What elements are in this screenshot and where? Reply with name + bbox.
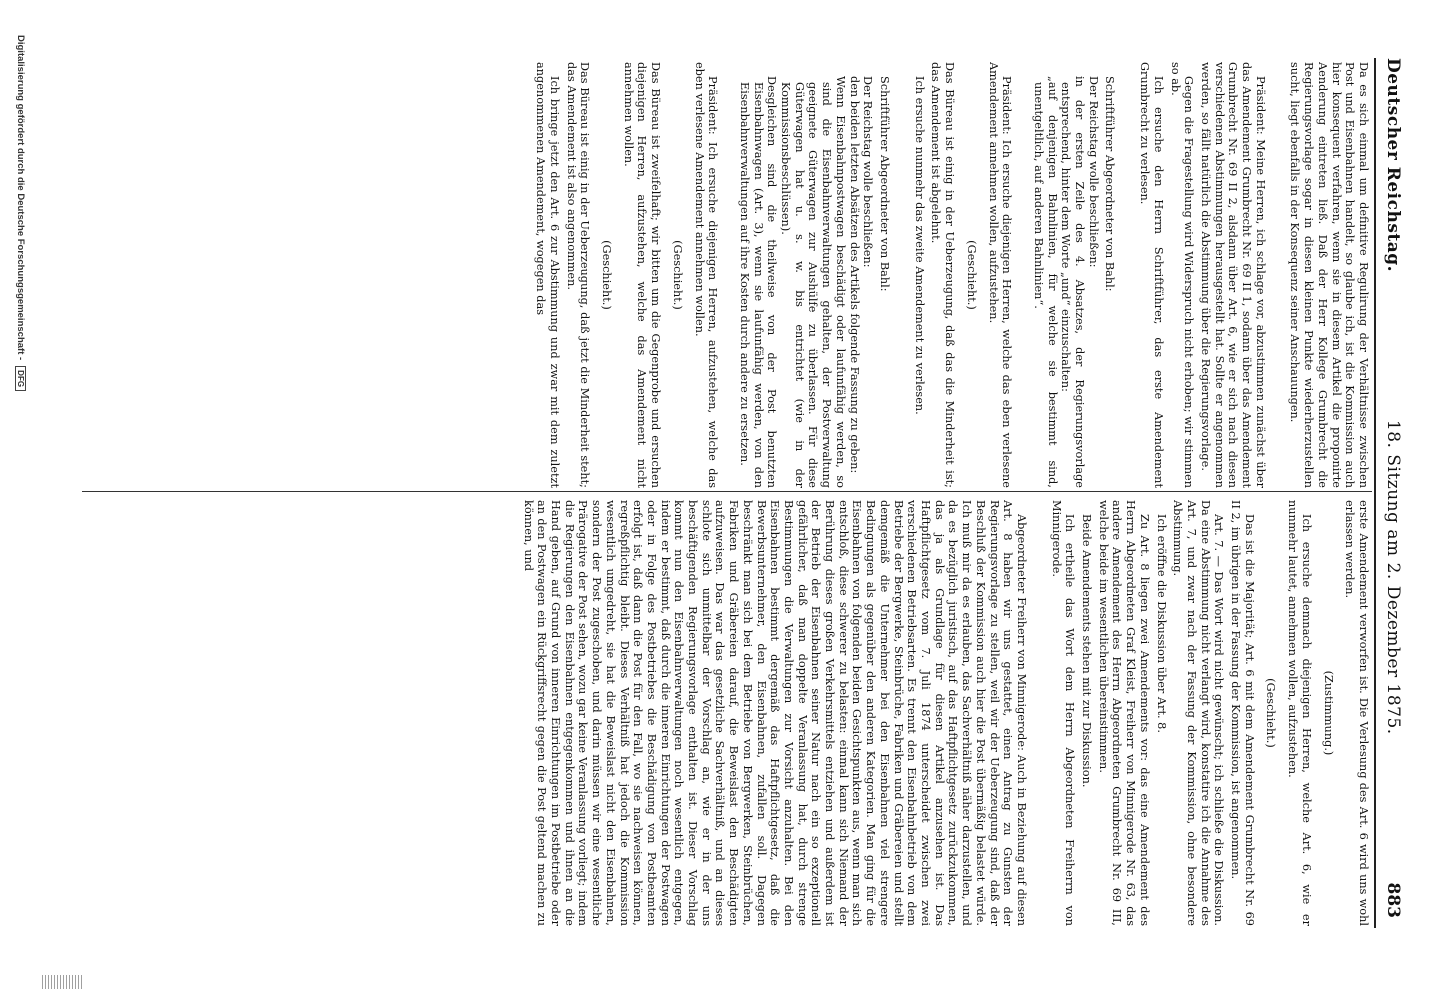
paragraph: „auf denjenigen Bahnlinien, für welche sie bestimmt sind, unentgeltlich, auf anderen Bahnlinien“. bbox=[1031, 76, 1059, 488]
paragraph: Ich eröffne die Diskussion über Art. 8. bbox=[1154, 514, 1168, 733]
paragraph: Der Reichstag wolle beschließen: bbox=[1086, 76, 1100, 268]
scan-artifact bbox=[42, 975, 82, 989]
paragraph: Das Büreau ist einig in der Ueberzeugung, daß das die Minderheit ist; das Amendement ist abgelehnt. bbox=[929, 62, 957, 488]
paragraph: Abgeordneter Freiherr von Minnigerode: Auch in Beziehung auf diesen Art. 8 haben wir uns gestattet, einen Antrag zu Gunsten der Regierungsvorlage zu stellen, weil wir der Ueberzeugung sind, daß der Beschluß der Kommission auch hier die Post übermäßig belastet würde. Ich muß mir da es erlauben, das Sachverhältniß näher darzustellen, und da es bezüglich juristisch, auf das Haftpflichtgesetz zurückzukommen, das ja als Grundlage für diesen Artikel anzusehen ist. Das Haftpflichtgesetz vom 7. Juli 1874 unterscheidet zwischen zwei verschiedenen Betriebsarten. Es trennt den Eisenbahnbetrieb von dem Betriebe der Bergwerke, Steinbrüche, Fabriken und Gräbereien und stellt demgemäß die Unternehmer bei den Eisenbahnen viel strengere Bedingungen als gegenüber den anderen Kategorien. Man ging für die Eisenbahnen von folgenden beiden Gesichtspunkten aus, wenn man sich entschloß, diese schwerer zu belasten: einmal kann sich Niemand der Berührung dieses großen Verkehrsmittels entziehen und außerdem ist der Betrieb der Eisenbahnen seiner Natur nach ein so exzeptionell gefährlicher, daß man doppelte Veranlassung hat, durch strenge Bestimmungen die Verwaltungen zur Vorsicht anzuhalten. Bei den Eisenbahnen bestimmt dergemäß das Haftpflichtgesetz, daß die Bewerbsunternehmer, den Eisenbahnen, zufallen soll. Dagegen beschränkt man sich bei dem Betriebe von Bergwerken, Steinbrüchen, Fabriken und Gräbereien darauf, die Beweislast den Beschädigten aufzuweisen. Das war das gesetzliche Sachverhältniß, und an dieses schlote sich unmittelbar der Vorschlag an, wie er in der uns beschäftigenden Regierungsvorlage enthalten ist. Dieser Vorschlag kommt nun den Eisenbahnverwaltungen noch wesentlich entgegen, indem er bestimmt, daß durch die inneren Einrichtungen der Postwagen oder in Folge des Postbetriebes die Beschädigung von Postbeamten erfolgt ist, daß dann die Post für den Fall, wo sie nachweisen können, regreßpflichtig bleibt. Dieses Verhältniß hat jedoch die Kommission wesentlich umgedreht, sie hat die Beweislast nicht den Eisenbahnen, sondern der Post zugeschoben, und darin müssen wir eine wesentliche Prärogative der Post sehen, wozu gar keine Veranlassung vorliegt; indem die Regierungen den Eisenbahnen entgegenkommen und ihnen an die Hand geben, auf Grund von inneren Einrichtungen im Postbetriebe oder an den Postwagen ein Rückgriffsrecht gegen die Post geltend machen zu können, und bbox=[521, 500, 1028, 926]
paragraph: Beide Amendements stehen mit zur Diskussion. bbox=[1080, 514, 1094, 788]
paragraph: Wenn Eisenbahnpostwagen beschädigt oder laufunfähig werden, so sind die Eisenbahnverwaltungen gehalten, der Postverwaltung geeignete Güterwagen zur Aushülfe zu überlassen. Für diese Güterwagen hat u. s. w. bis entrichtet (wie in der Kommissionsbeschlüssen). bbox=[779, 76, 847, 488]
header-session: 18. Sitzung am 2. Dezember 1875. bbox=[1383, 419, 1403, 735]
page-header bbox=[1378, 58, 1408, 918]
stage-direction: (Geschieht.) bbox=[600, 240, 614, 310]
left-column bbox=[531, 62, 1370, 488]
digitization-note bbox=[15, 35, 26, 995]
spacer bbox=[891, 62, 909, 488]
paragraph: Ich ersuche demnach diejenigen Herren, welche Art. 6, wie er nunmehr lautet, annehmen wollen, aufzustehen. bbox=[1286, 500, 1313, 926]
stage-direction: (Geschieht.) bbox=[670, 240, 684, 310]
paragraph: Schriftführer Abgeordneter von Bahl: bbox=[878, 76, 892, 292]
paragraph: Ich ersuche den Herrn Schriftführer, das erste Amendement Grumbrecht zu verlesen. bbox=[1138, 62, 1165, 488]
stage-direction: (Geschieht.) bbox=[964, 240, 978, 310]
paragraph: Gegen die Fragestellung wird Widerspruch nicht erhoben; wir stimmen so ab. bbox=[1168, 62, 1196, 488]
stage-direction: (Geschieht.) bbox=[1264, 678, 1278, 748]
digitization-text: Digitalisierung gefördert durch die Deutsche Forschungsgemeinschaft - bbox=[15, 35, 26, 361]
paragraph: Ich ertheile das Wort dem Herrn Abgeordneten Freiherrn von Minnigerode. bbox=[1049, 500, 1077, 926]
paragraph: Ich bringe jetzt den Art. 6 zur Abstimmung und zwar mit dem zuletzt angenommenen Amendement, wogegen das bbox=[534, 62, 561, 488]
dfg-logo: DFG bbox=[15, 366, 26, 391]
paragraph: Präsident: Ich ersuche diejenigen Herren, welche das eben verlesene Amendement annehmen wollen, aufzustehen. bbox=[986, 62, 1014, 488]
column-divider bbox=[82, 491, 1372, 492]
spacer bbox=[719, 62, 737, 488]
paragraph: Zu Art. 8 liegen zwei Amendements vor: das eine Amendement des Herrn Abgeordneten Graf Kleist, Freiherr von Minnigerode Nr. 63, das andere Amendement des Herrn Abgeordneten Grumbrecht Nr. 69 III, welche beide im wesentlichen übereinstimmen. bbox=[1096, 500, 1151, 926]
paragraph: erste Amendement verworfen ist. Die Verlesung des Art. 6 wird uns wohl erlassen werden. bbox=[1343, 500, 1370, 926]
spacer bbox=[1267, 62, 1285, 488]
paragraph: Präsident: Meine Herren, ich schlage vor, abzustimmen zunächst über das Amendement Grumbrecht Nr. 69 II 1, sodann über das Amendement Grumbrecht Nr. 69 II 2, alsdann über Art. 6, wie er sich nach diesen verschiedenen Abstimmungen herausgestellt hat. Sollte er angenommen werden, so fällt natürlich die Abstimmung über die Regierungsvorlage. bbox=[1198, 62, 1267, 488]
stage-direction: (Zustimmung.) bbox=[1321, 670, 1335, 756]
spacer bbox=[1116, 62, 1134, 488]
paragraph: Der Reichstag wolle beschließen: bbox=[861, 76, 875, 268]
paragraph: Da es sich einmal um definitive Regulirung der Verhältnisse zwischen Post und Eisenbahnen handelt, so glaube ich, ist die Kommission auch hier konsequent verfahren, wenn sie in diesem Artikel die proponirte Aenderung eintreten ließ. Daß der Herr Kollege Grumbrecht die Regierungsvorlage sogar in diesen kleinen Punkte wiederherzustellen sucht, liegt ebenfalls in der Konsequenz seiner Anschauungen. bbox=[1288, 62, 1370, 488]
paragraph: Das Büreau ist zweifelhaft; wir bitten um die Gegenprobe und ersuchen diejenigen Herren, aufzustehen, welche das Amendement nicht annehmen wollen. bbox=[621, 62, 663, 488]
paragraph: Das ist die Majorität; Art. 6 mit dem Amendement Grumbrecht Nr. 69 II 2, im übrigen in der Fassung der Kommission, ist angenommen. bbox=[1229, 500, 1256, 926]
paragraph: Schriftführer Abgeordneter von Bahl: bbox=[1103, 76, 1117, 292]
paragraph: in der ersten Zeile des 4. Absatzes, der Regierungsvorlage entsprechend, hinter dem Worte „und“ einzuschalten: bbox=[1059, 76, 1087, 488]
paragraph: Präsident: Ich ersuche diejenigen Herren, aufzustehen, welche das eben verlesene Amendement annehmen wollen. bbox=[692, 62, 720, 488]
paragraph: Desgleichen sind die theilweise von der Post benutzten Eisenbahnwagen (Art. 3), wenn sie laufunfähig werden, von den Eisenbahnverwaltungen auf ihre Kosten durch andere zu ersetzen. bbox=[737, 76, 779, 488]
paragraph: Ich ersuche nunmehr das zweite Amendement zu verlesen. bbox=[912, 76, 926, 415]
paragraph: Art. 7. — Das Wort wird nicht gewünscht; ich schließe die Diskussion. Da eine Abstimmung nicht verlangt wird, konstatire ich die Annahme des Art. 7, und zwar nach der Fassung der Kommission, ohne besondere Abstimmung. bbox=[1171, 500, 1226, 926]
header-publication: Deutscher Reichstag. bbox=[1383, 58, 1403, 273]
page-number: 883 bbox=[1383, 882, 1403, 918]
paragraph: den beiden letzten Absätzen des Artikels folgende Fassung zu geben: bbox=[847, 76, 861, 474]
header-rule bbox=[1374, 58, 1376, 928]
spacer bbox=[1013, 62, 1031, 488]
right-column bbox=[518, 500, 1370, 926]
paragraph: Das Büreau ist einig in der Ueberzeugung, daß jetzt die Minderheit steht; das Amendement ist also angenommen. bbox=[564, 62, 592, 488]
spacer bbox=[1028, 500, 1046, 926]
